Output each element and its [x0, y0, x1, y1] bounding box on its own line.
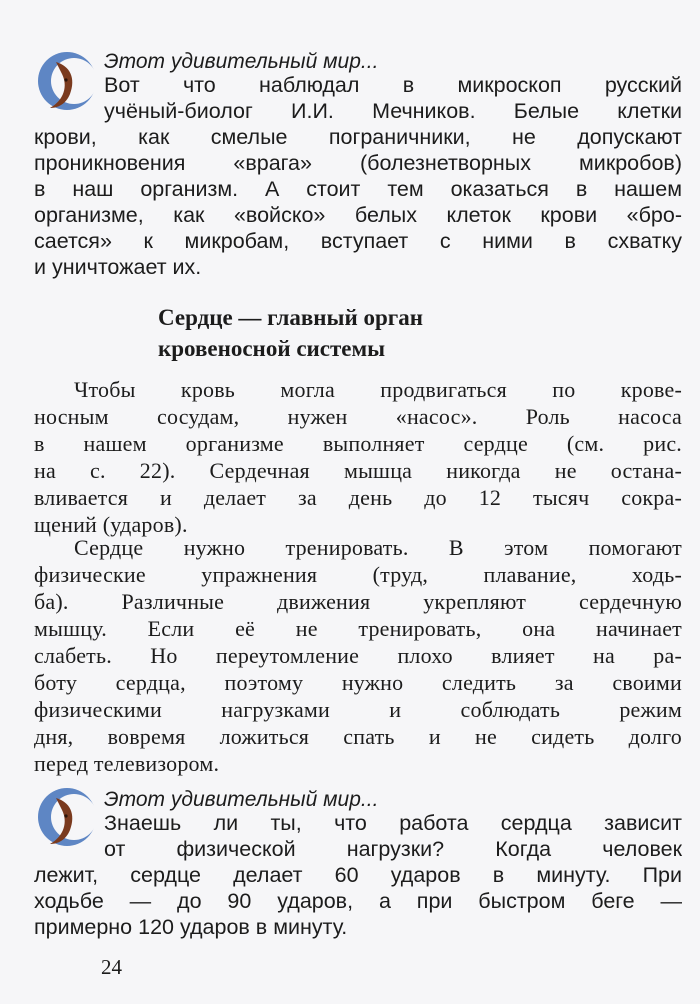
section-heading [0, 303, 700, 365]
box-title: Этот удивительный мир... [104, 50, 379, 73]
heading-line-2: кровеносной системы [158, 336, 386, 361]
text-line: примерно 120 ударов в минуту. [34, 915, 348, 939]
text-line: учёный-биолог И.И. Мечников. Белые клетки [104, 99, 682, 123]
text-line: физическими нагрузками и соблюдать режим [34, 697, 682, 722]
paragraph-2 [34, 534, 682, 779]
text-line: ходьбе — до 90 ударов, а при быстром беге — [34, 889, 682, 913]
info-box-1 [34, 50, 682, 280]
text-line: ба). Различные движения укрепляют сердечную [34, 589, 682, 614]
text-line: от физической нагрузки? Когда человек [104, 837, 682, 861]
text-line: в нашем организме выполняет сердце (см. рис. [34, 431, 682, 456]
text-line: на с. 22). Сердечная мышца никогда не остана- [34, 458, 682, 483]
text-line: организме, как «войско» белых клеток крови «бро- [34, 203, 682, 227]
text-line: Чтобы кровь могла продвигаться по крове- [74, 377, 682, 402]
text-line: крови, как смелые пограничники, не допускают [34, 125, 682, 149]
text-line: и уничтожает их. [34, 255, 202, 279]
text-line: в наш организм. А стоит тем оказаться в нашем [34, 177, 682, 201]
text-line: физические упражнения (труд, плавание, ходь- [34, 562, 682, 587]
heading-line-1: Сердце — главный орган [158, 305, 423, 330]
text-line: дня, вовремя ложиться спать и не сидеть долго [34, 724, 682, 749]
text-line: проникновения «врага» (болезнетворных микробов) [34, 151, 682, 175]
text-line: щений (ударов). [34, 512, 188, 537]
text-line: перед телевизором. [34, 751, 220, 776]
text-line: мышцу. Если её не тренировать, она начинает [34, 616, 682, 641]
box-title: Этот удивительный мир... [104, 788, 379, 811]
text-line: вливается и делает за день до 12 тысяч сокра- [34, 485, 682, 510]
info-box-2 [34, 788, 682, 938]
text-line: Знаешь ли ты, что работа сердца зависит [104, 811, 682, 835]
page-number: 24 [101, 955, 122, 979]
text-line: слабеть. Но переутомление плохо влияет на ра- [34, 643, 682, 668]
text-line: боту сердца, поэтому нужно следить за своими [34, 670, 682, 695]
text-line: Вот что наблюдал в микроскоп русский [104, 73, 682, 97]
paragraph-1 [34, 376, 682, 541]
text-line: Сердце нужно тренировать. В этом помогают [74, 535, 682, 560]
text-line: сается» к микробам, вступает с ними в схватку [34, 229, 682, 253]
text-line: лежит, сердце делает 60 ударов в минуту. При [34, 863, 682, 887]
text-line: носным сосудам, нужен «насос». Роль насоса [34, 404, 682, 429]
